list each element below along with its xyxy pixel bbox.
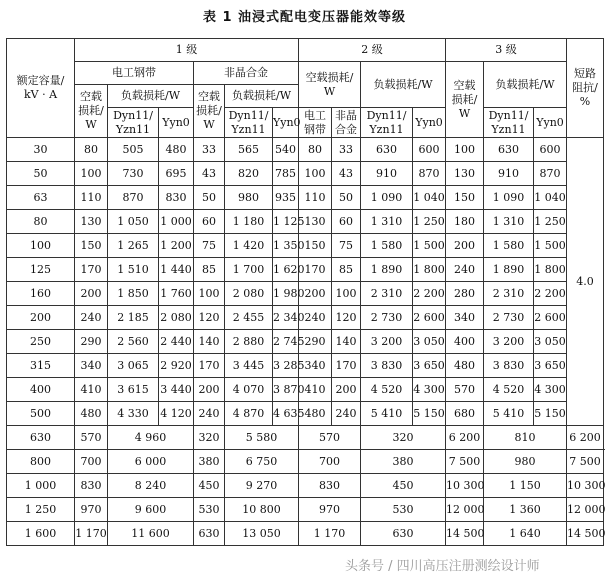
value-cell: 4 300 [534, 378, 567, 402]
value-cell: 9 270 [225, 474, 299, 498]
value-cell: 10 800 [225, 498, 299, 522]
value-cell: 100 [194, 282, 225, 306]
value-cell: 1 265 [108, 234, 159, 258]
value-cell: 280 [446, 282, 484, 306]
value-cell: 1 360 [484, 498, 567, 522]
value-cell: 240 [299, 306, 332, 330]
value-cell: 43 [194, 162, 225, 186]
value-cell: 1 050 [108, 210, 159, 234]
header-short-circuit-impedance: 短路 阻抗/ % [567, 39, 604, 138]
value-cell: 3 830 [361, 354, 413, 378]
rated-capacity-cell: 1 600 [7, 522, 75, 546]
table-row [7, 474, 604, 498]
value-cell: 33 [194, 138, 225, 162]
header-l3-no-load-loss: 空载 损耗/ W [446, 62, 484, 138]
watermark-text: 头条号 / 四川高压注册测绘设计师 [345, 559, 540, 574]
value-cell: 1 580 [484, 234, 534, 258]
value-cell: 4 330 [108, 402, 159, 426]
table-row [7, 426, 604, 450]
header-amorphous-alloy: 非晶合金 [194, 62, 299, 85]
value-cell: 380 [361, 450, 446, 474]
rated-capacity-cell: 250 [7, 330, 75, 354]
efficiency-table [6, 38, 604, 546]
header-dyn-steel: Dyn11/ Yzn11 [108, 108, 159, 138]
value-cell: 240 [446, 258, 484, 282]
value-cell: 1 090 [361, 186, 413, 210]
value-cell: 2 080 [225, 282, 273, 306]
value-cell: 3 440 [159, 378, 194, 402]
value-cell: 1 170 [75, 522, 108, 546]
value-cell: 1 500 [413, 234, 446, 258]
table-row [7, 138, 604, 162]
value-cell: 5 150 [534, 402, 567, 426]
value-cell: 810 [484, 426, 567, 450]
value-cell: 3 200 [361, 330, 413, 354]
value-cell: 2 340 [273, 306, 299, 330]
value-cell: 1 040 [534, 186, 567, 210]
header-amorphous-no-load-loss: 空载 损耗/ W [194, 85, 225, 138]
value-cell: 680 [446, 402, 484, 426]
value-cell: 150 [446, 186, 484, 210]
value-cell: 450 [361, 474, 446, 498]
value-cell: 2 600 [534, 306, 567, 330]
value-cell: 75 [194, 234, 225, 258]
value-cell: 910 [484, 162, 534, 186]
header-yyn-l3: Yyn0 [534, 108, 567, 138]
value-cell: 5 150 [413, 402, 446, 426]
value-cell: 2 600 [413, 306, 446, 330]
value-cell: 3 285 [273, 354, 299, 378]
table-row [7, 186, 604, 210]
value-cell: 10 300 [567, 474, 604, 498]
value-cell: 10 300 [446, 474, 484, 498]
value-cell: 630 [194, 522, 225, 546]
value-cell: 4 520 [361, 378, 413, 402]
value-cell: 14 500 [446, 522, 484, 546]
value-cell: 410 [75, 378, 108, 402]
table-row [7, 282, 604, 306]
impedance-cell: 4.0 [567, 138, 604, 426]
value-cell: 3 200 [484, 330, 534, 354]
value-cell: 100 [332, 282, 361, 306]
value-cell: 130 [75, 210, 108, 234]
value-cell: 2 200 [534, 282, 567, 306]
value-cell: 1 150 [484, 474, 567, 498]
value-cell: 12 000 [446, 498, 484, 522]
value-cell: 50 [194, 186, 225, 210]
value-cell: 570 [446, 378, 484, 402]
rated-capacity-cell: 1 000 [7, 474, 75, 498]
value-cell: 630 [361, 138, 413, 162]
value-cell: 200 [75, 282, 108, 306]
value-cell: 1 890 [484, 258, 534, 282]
value-cell: 4 070 [225, 378, 273, 402]
value-cell: 60 [194, 210, 225, 234]
table-title: 表 1 油浸式配电变压器能效等级 [202, 10, 407, 25]
value-cell: 170 [194, 354, 225, 378]
value-cell: 340 [75, 354, 108, 378]
value-cell: 85 [194, 258, 225, 282]
value-cell: 170 [75, 258, 108, 282]
value-cell: 6 750 [225, 450, 299, 474]
value-cell: 1 170 [299, 522, 361, 546]
value-cell: 1 850 [108, 282, 159, 306]
value-cell: 3 445 [225, 354, 273, 378]
rated-capacity-cell: 30 [7, 138, 75, 162]
value-cell: 340 [446, 306, 484, 330]
value-cell: 320 [361, 426, 446, 450]
header-l3-load-loss: 负载损耗/W [484, 62, 567, 108]
value-cell: 1 640 [484, 522, 567, 546]
value-cell: 2 440 [159, 330, 194, 354]
value-cell: 4 300 [413, 378, 446, 402]
value-cell: 2 185 [108, 306, 159, 330]
header-level-1: 1 级 [75, 39, 299, 62]
rated-capacity-cell: 630 [7, 426, 75, 450]
value-cell: 6 000 [108, 450, 194, 474]
rated-capacity-cell: 1 250 [7, 498, 75, 522]
value-cell: 4 120 [159, 402, 194, 426]
value-cell: 75 [332, 234, 361, 258]
value-cell: 240 [75, 306, 108, 330]
value-cell: 570 [75, 426, 108, 450]
value-cell: 9 600 [108, 498, 194, 522]
value-cell: 2 730 [484, 306, 534, 330]
value-cell: 130 [299, 210, 332, 234]
value-cell: 5 410 [484, 402, 534, 426]
rated-capacity-cell: 500 [7, 402, 75, 426]
value-cell: 2 310 [484, 282, 534, 306]
value-cell: 100 [75, 162, 108, 186]
value-cell: 3 050 [413, 330, 446, 354]
value-cell: 970 [75, 498, 108, 522]
value-cell: 480 [446, 354, 484, 378]
value-cell: 870 [534, 162, 567, 186]
value-cell: 80 [75, 138, 108, 162]
table-body [7, 138, 604, 546]
value-cell: 100 [299, 162, 332, 186]
value-cell: 180 [446, 210, 484, 234]
value-cell: 600 [413, 138, 446, 162]
header-rated-capacity: 额定容量/ kV · A [7, 39, 75, 138]
header-dyn-l3: Dyn11/ Yzn11 [484, 108, 534, 138]
value-cell: 3 615 [108, 378, 159, 402]
value-cell: 1 310 [361, 210, 413, 234]
value-cell: 570 [299, 426, 361, 450]
value-cell: 565 [225, 138, 273, 162]
value-cell: 43 [332, 162, 361, 186]
value-cell: 1 180 [225, 210, 273, 234]
value-cell: 700 [75, 450, 108, 474]
value-cell: 1 760 [159, 282, 194, 306]
value-cell: 830 [75, 474, 108, 498]
rated-capacity-cell: 160 [7, 282, 75, 306]
value-cell: 820 [225, 162, 273, 186]
value-cell: 3 050 [534, 330, 567, 354]
value-cell: 80 [299, 138, 332, 162]
value-cell: 320 [194, 426, 225, 450]
value-cell: 1 580 [361, 234, 413, 258]
value-cell: 340 [299, 354, 332, 378]
value-cell: 130 [446, 162, 484, 186]
value-cell: 2 080 [159, 306, 194, 330]
value-cell: 8 240 [108, 474, 194, 498]
value-cell: 3 065 [108, 354, 159, 378]
value-cell: 2 310 [361, 282, 413, 306]
value-cell: 480 [75, 402, 108, 426]
value-cell: 540 [273, 138, 299, 162]
value-cell: 7 500 [446, 450, 484, 474]
value-cell: 870 [108, 186, 159, 210]
value-cell: 1 125 [273, 210, 299, 234]
value-cell: 2 730 [361, 306, 413, 330]
value-cell: 5 580 [225, 426, 299, 450]
value-cell: 1 000 [159, 210, 194, 234]
value-cell: 3 830 [484, 354, 534, 378]
value-cell: 11 600 [108, 522, 194, 546]
value-cell: 630 [361, 522, 446, 546]
value-cell: 110 [75, 186, 108, 210]
value-cell: 400 [446, 330, 484, 354]
value-cell: 290 [75, 330, 108, 354]
value-cell: 480 [299, 402, 332, 426]
value-cell: 830 [299, 474, 361, 498]
value-cell: 4 635 [273, 402, 299, 426]
table-row [7, 450, 604, 474]
value-cell: 14 500 [567, 522, 604, 546]
header-l2-load-loss: 负载损耗/W [361, 62, 446, 108]
value-cell: 4 520 [484, 378, 534, 402]
value-cell: 1 800 [413, 258, 446, 282]
value-cell: 33 [332, 138, 361, 162]
value-cell: 6 200 [567, 426, 604, 450]
value-cell: 12 000 [567, 498, 604, 522]
header-level-2: 2 级 [299, 39, 446, 62]
value-cell: 4 870 [225, 402, 273, 426]
rated-capacity-cell: 100 [7, 234, 75, 258]
value-cell: 140 [194, 330, 225, 354]
value-cell: 3 650 [413, 354, 446, 378]
value-cell: 695 [159, 162, 194, 186]
value-cell: 1 440 [159, 258, 194, 282]
rated-capacity-cell: 80 [7, 210, 75, 234]
value-cell: 785 [273, 162, 299, 186]
rated-capacity-cell: 400 [7, 378, 75, 402]
value-cell: 2 745 [273, 330, 299, 354]
value-cell: 830 [159, 186, 194, 210]
value-cell: 1 310 [484, 210, 534, 234]
value-cell: 13 050 [225, 522, 299, 546]
value-cell: 970 [299, 498, 361, 522]
value-cell: 1 200 [159, 234, 194, 258]
table-row [7, 234, 604, 258]
value-cell: 1 510 [108, 258, 159, 282]
value-cell: 1 350 [273, 234, 299, 258]
header-yyn-amorphous: Yyn0 [273, 108, 299, 138]
value-cell: 290 [299, 330, 332, 354]
value-cell: 50 [332, 186, 361, 210]
value-cell: 3 870 [273, 378, 299, 402]
header-yyn-steel: Yyn0 [159, 108, 194, 138]
header-level-3: 3 级 [446, 39, 567, 62]
value-cell: 600 [534, 138, 567, 162]
header-electrical-steel: 电工钢带 [75, 62, 194, 85]
header-yyn-l2: Yyn0 [413, 108, 446, 138]
value-cell: 3 650 [534, 354, 567, 378]
header-l2-amorphous: 非晶 合金 [332, 108, 361, 138]
value-cell: 2 560 [108, 330, 159, 354]
table-row [7, 402, 604, 426]
value-cell: 700 [299, 450, 361, 474]
table-row [7, 378, 604, 402]
value-cell: 240 [332, 402, 361, 426]
table-row [7, 330, 604, 354]
value-cell: 240 [194, 402, 225, 426]
value-cell: 1 700 [225, 258, 273, 282]
value-cell: 6 200 [446, 426, 484, 450]
header-steel-load-loss: 负载损耗/W [108, 85, 194, 108]
value-cell: 1 980 [273, 282, 299, 306]
value-cell: 1 500 [534, 234, 567, 258]
value-cell: 1 090 [484, 186, 534, 210]
rated-capacity-cell: 63 [7, 186, 75, 210]
value-cell: 2 880 [225, 330, 273, 354]
value-cell: 730 [108, 162, 159, 186]
table-row [7, 498, 604, 522]
value-cell: 7 500 [567, 450, 604, 474]
header-l2-no-load-loss: 空载损耗/ W [299, 62, 361, 108]
value-cell: 480 [159, 138, 194, 162]
value-cell: 870 [413, 162, 446, 186]
value-cell: 140 [332, 330, 361, 354]
value-cell: 1 250 [413, 210, 446, 234]
value-cell: 85 [332, 258, 361, 282]
table-row [7, 258, 604, 282]
value-cell: 120 [332, 306, 361, 330]
value-cell: 200 [299, 282, 332, 306]
header-dyn-amorphous: Dyn11/ Yzn11 [225, 108, 273, 138]
value-cell: 170 [332, 354, 361, 378]
value-cell: 150 [75, 234, 108, 258]
value-cell: 1 420 [225, 234, 273, 258]
value-cell: 120 [194, 306, 225, 330]
value-cell: 410 [299, 378, 332, 402]
header-dyn-l2: Dyn11/ Yzn11 [361, 108, 413, 138]
table-row [7, 306, 604, 330]
value-cell: 200 [446, 234, 484, 258]
value-cell: 450 [194, 474, 225, 498]
value-cell: 2 455 [225, 306, 273, 330]
table-row [7, 162, 604, 186]
value-cell: 630 [484, 138, 534, 162]
table-row [7, 210, 604, 234]
header-amorphous-load-loss: 负载损耗/W [225, 85, 299, 108]
table-row [7, 522, 604, 546]
table-row [7, 354, 604, 378]
value-cell: 100 [446, 138, 484, 162]
rated-capacity-cell: 200 [7, 306, 75, 330]
value-cell: 150 [299, 234, 332, 258]
value-cell: 935 [273, 186, 299, 210]
value-cell: 530 [361, 498, 446, 522]
value-cell: 200 [194, 378, 225, 402]
rated-capacity-cell: 800 [7, 450, 75, 474]
value-cell: 2 920 [159, 354, 194, 378]
value-cell: 1 620 [273, 258, 299, 282]
value-cell: 910 [361, 162, 413, 186]
value-cell: 980 [225, 186, 273, 210]
value-cell: 505 [108, 138, 159, 162]
value-cell: 1 890 [361, 258, 413, 282]
value-cell: 1 040 [413, 186, 446, 210]
value-cell: 200 [332, 378, 361, 402]
value-cell: 60 [332, 210, 361, 234]
value-cell: 2 200 [413, 282, 446, 306]
value-cell: 5 410 [361, 402, 413, 426]
value-cell: 110 [299, 186, 332, 210]
header-l2-steel: 电工 钢带 [299, 108, 332, 138]
value-cell: 380 [194, 450, 225, 474]
value-cell: 4 960 [108, 426, 194, 450]
value-cell: 1 250 [534, 210, 567, 234]
rated-capacity-cell: 50 [7, 162, 75, 186]
value-cell: 530 [194, 498, 225, 522]
value-cell: 1 800 [534, 258, 567, 282]
rated-capacity-cell: 125 [7, 258, 75, 282]
header-steel-no-load-loss: 空载 损耗/ W [75, 85, 108, 138]
value-cell: 980 [484, 450, 567, 474]
value-cell: 170 [299, 258, 332, 282]
rated-capacity-cell: 315 [7, 354, 75, 378]
